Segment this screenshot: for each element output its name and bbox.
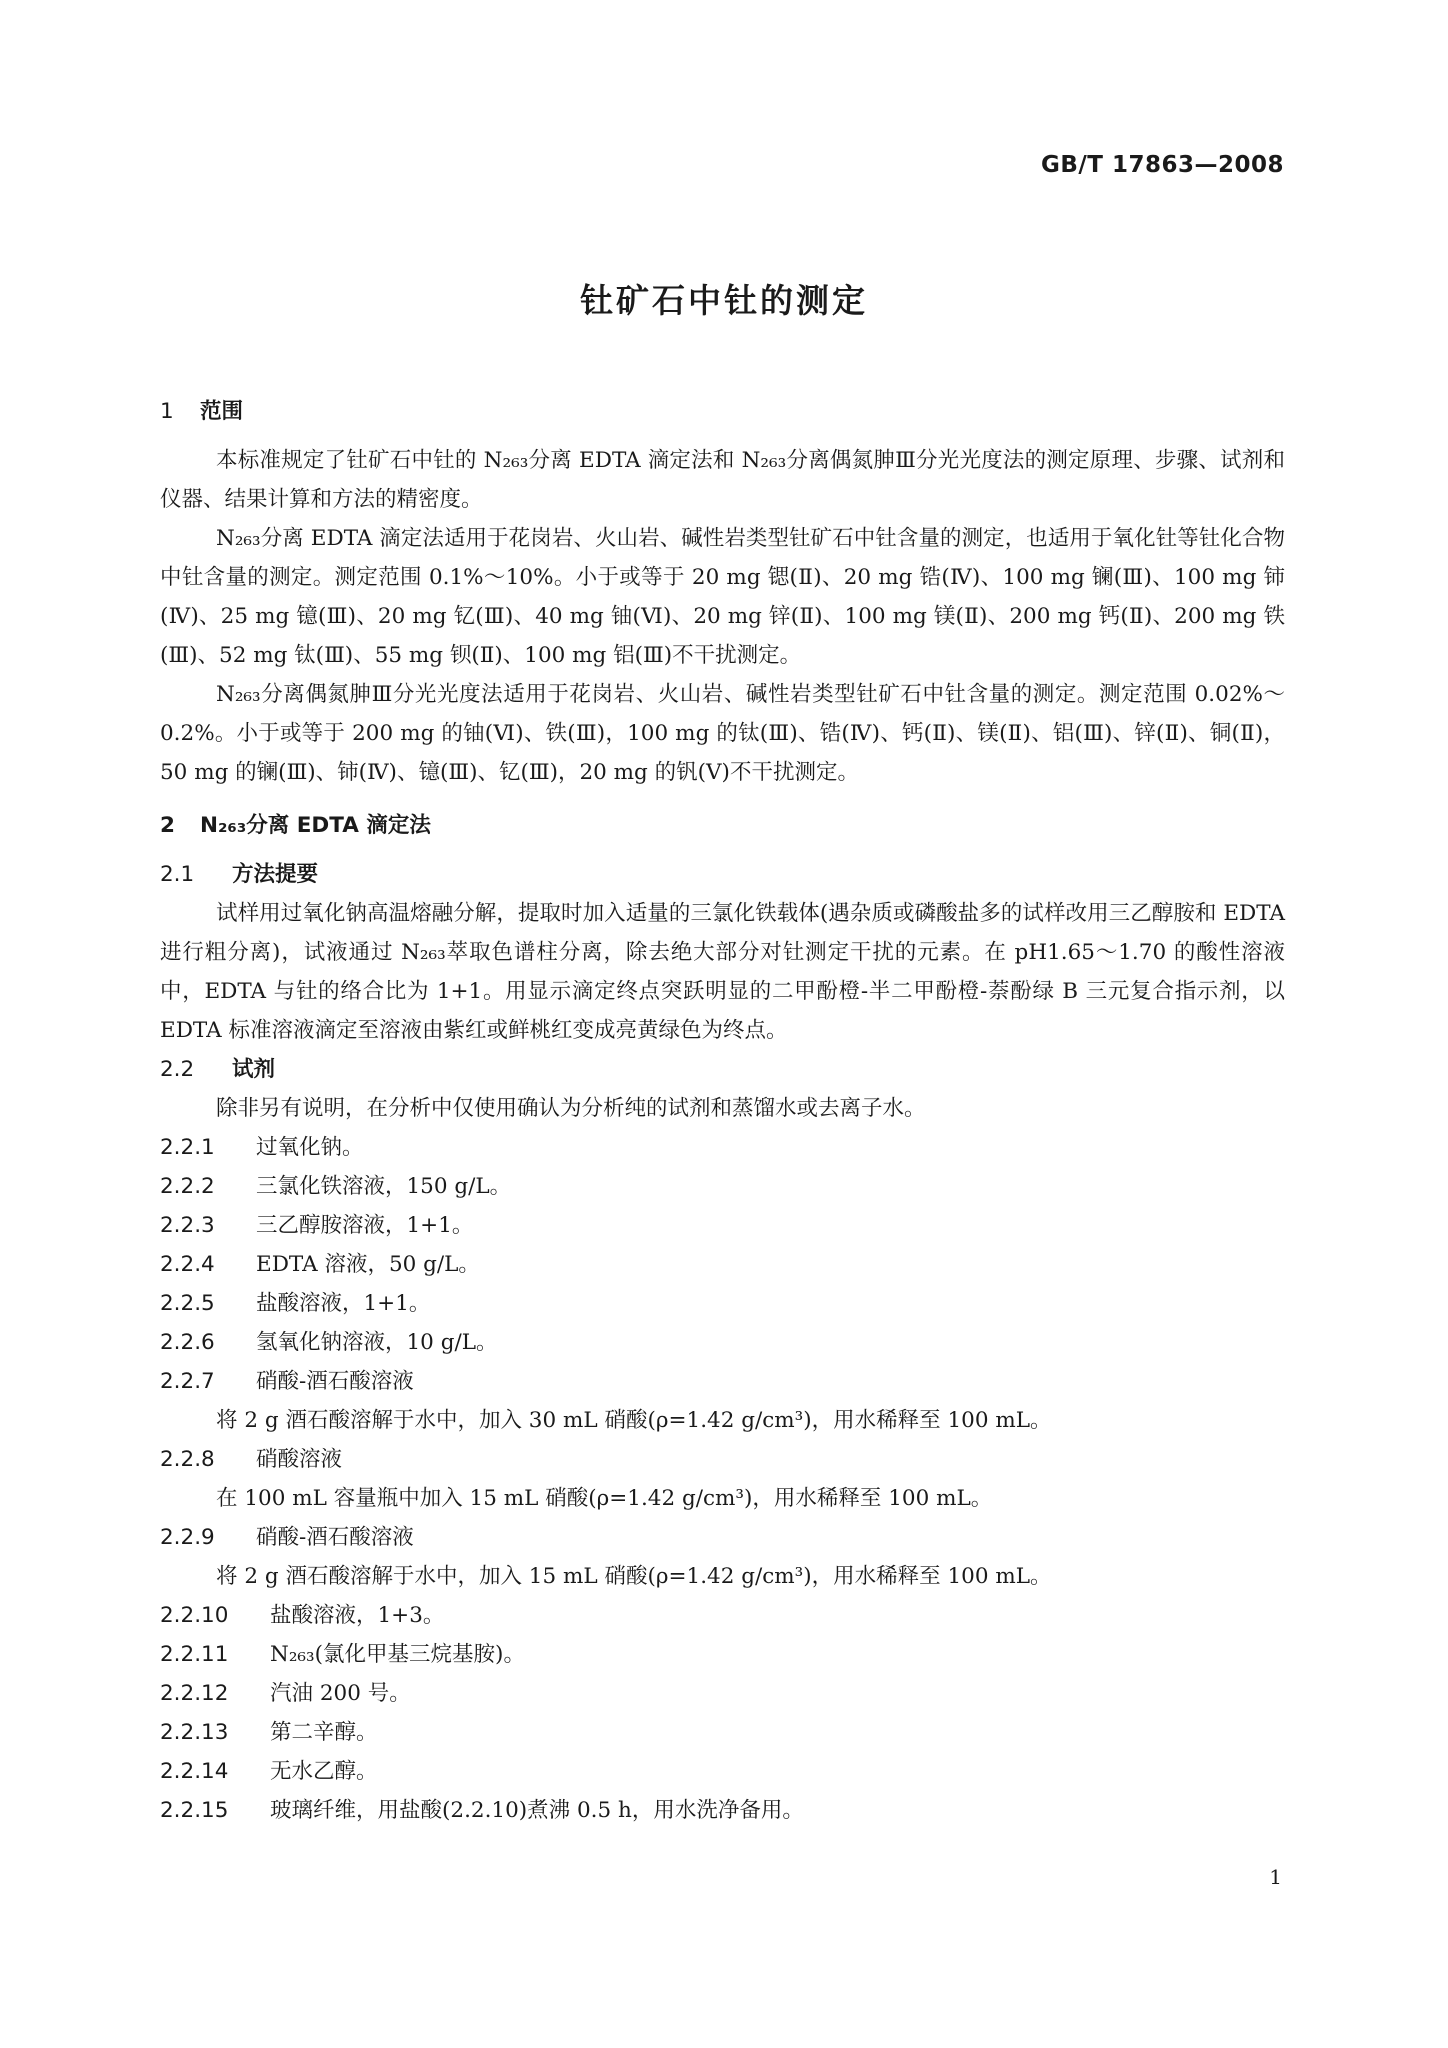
item-number: 2.2.2 xyxy=(160,1174,215,1199)
item-text: 氢氧化钠溶液，10 g/L。 xyxy=(256,1330,498,1355)
reagent-item xyxy=(160,1674,1285,1713)
item-number: 2.2.10 xyxy=(160,1603,229,1628)
item-text: 硝酸-酒石酸溶液 xyxy=(256,1525,414,1550)
scope-paragraph-1: 本标准规定了钍矿石中钍的 N₂₆₃分离 EDTA 滴定法和 N₂₆₃分离偶氮胂Ⅲ分光光度法的测定原理、步骤、试剂和仪器、结果计算和方法的精密度。 xyxy=(160,448,1285,512)
section-number: 2 xyxy=(160,813,175,838)
reagents-intro: 除非另有说明，在分析中仅使用确认为分析纯的试剂和蒸馏水或去离子水。 xyxy=(216,1096,926,1121)
item-text: 汽油 200 号。 xyxy=(270,1681,411,1706)
item-text: 盐酸溶液，1+1。 xyxy=(256,1291,431,1316)
reagent-item xyxy=(160,1128,1285,1167)
item-number: 2.2.5 xyxy=(160,1291,215,1316)
item-number: 2.2.3 xyxy=(160,1213,215,1238)
subsection-title: 方法提要 xyxy=(232,862,319,887)
item-number: 2.2.15 xyxy=(160,1798,229,1823)
reagent-list xyxy=(160,1128,1285,1830)
page-number: 1 xyxy=(1269,1865,1282,1889)
item-number: 2.2.1 xyxy=(160,1135,215,1160)
item-text: 硝酸-酒石酸溶液 xyxy=(256,1369,414,1394)
subsection-title: 试剂 xyxy=(232,1057,276,1082)
item-number: 2.2.9 xyxy=(160,1525,215,1550)
item-text: 玻璃纤维，用盐酸(2.2.10)煮沸 0.5 h，用水洗净备用。 xyxy=(270,1798,804,1823)
scope-paragraph-2: N₂₆₃分离 EDTA 滴定法适用于花岗岩、火山岩、碱性岩类型钍矿石中钍含量的测定，也适用于氧化钍等钍化合物中钍含量的测定。测定范围 0.1%～10%。小于或等于 20 mg 锶(Ⅱ)、20 mg 锆(Ⅳ)、100 mg 镧(Ⅲ)、100 mg 铈(Ⅳ)、25 mg 镱(Ⅲ)、20 mg 钇(Ⅲ)、40 mg 铀(Ⅵ)、20 mg 锌(Ⅱ)、100 mg 镁(Ⅱ)、200 mg 钙(Ⅱ)、200 mg 铁(Ⅲ)、52 mg 钛(Ⅲ)、55 mg 钡(Ⅱ)、100 mg 铝(Ⅲ)不干扰测定。 xyxy=(160,526,1285,668)
reagent-preparation: 将 2 g 酒石酸溶解于水中，加入 15 mL 硝酸(ρ=1.42 g/cm³)，用水稀释至 100 mL。 xyxy=(216,1564,1052,1589)
reagent-item xyxy=(160,1245,1285,1284)
item-number: 2.2.4 xyxy=(160,1252,215,1277)
item-text: 盐酸溶液，1+3。 xyxy=(270,1603,445,1628)
item-number: 2.2.7 xyxy=(160,1369,215,1394)
section-1-heading xyxy=(160,392,1285,431)
reagent-item xyxy=(160,1713,1285,1752)
item-number: 2.2.6 xyxy=(160,1330,215,1355)
item-text: 第二辛醇。 xyxy=(270,1720,378,1745)
item-number: 2.2.8 xyxy=(160,1447,215,1472)
item-text: N₂₆₃(氯化甲基三烷基胺)。 xyxy=(270,1642,525,1667)
subsection-number: 2.2 xyxy=(160,1057,195,1082)
method-summary-paragraph: 试样用过氧化钠高温熔融分解，提取时加入适量的三氯化铁载体(遇杂质或磷酸盐多的试样改用三乙醇胺和 EDTA 进行粗分离)，试液通过 N₂₆₃萃取色谱柱分离，除去绝大部分对钍测定干扰的元素。在 pH1.65～1.70 的酸性溶液中，EDTA 与钍的络合比为 1+1。用显示滴定终点突跃明显的二甲酚橙-半二甲酚橙-萘酚绿 B 三元复合指示剂，以 EDTA 标准溶液滴定至溶液由紫红或鲜桃红变成亮黄绿色为终点。 xyxy=(160,901,1285,1043)
section-title: 范围 xyxy=(200,399,244,424)
item-text: 三氯化铁溶液，150 g/L。 xyxy=(256,1174,512,1199)
item-number: 2.2.11 xyxy=(160,1642,229,1667)
scope-paragraph-3: N₂₆₃分离偶氮胂Ⅲ分光光度法适用于花岗岩、火山岩、碱性岩类型钍矿石中钍含量的测定。测定范围 0.02%～0.2%。小于或等于 200 mg 的铀(Ⅵ)、铁(Ⅲ)，100 mg 的钛(Ⅲ)、锆(Ⅳ)、钙(Ⅱ)、镁(Ⅱ)、铝(Ⅲ)、锌(Ⅱ)、铜(Ⅱ)，50 mg 的镧(Ⅲ)、铈(Ⅳ)、镱(Ⅲ)、钇(Ⅲ)，20 mg 的钒(Ⅴ)不干扰测定。 xyxy=(160,682,1285,785)
reagent-item xyxy=(160,1596,1285,1635)
item-text: 三乙醇胺溶液，1+1。 xyxy=(256,1213,474,1238)
item-text: EDTA 溶液，50 g/L。 xyxy=(256,1252,480,1277)
reagent-item xyxy=(160,1167,1285,1206)
document-body xyxy=(160,392,1285,1830)
reagent-item xyxy=(160,1440,1285,1479)
item-number: 2.2.14 xyxy=(160,1759,229,1784)
section-2-heading xyxy=(160,806,1285,845)
subsection-2-1-heading xyxy=(160,855,1285,894)
page-title: 钍矿石中钍的测定 xyxy=(580,281,868,320)
reagent-item xyxy=(160,1518,1285,1557)
reagent-item xyxy=(160,1635,1285,1674)
item-text: 过氧化钠。 xyxy=(256,1135,364,1160)
item-number: 2.2.12 xyxy=(160,1681,229,1706)
section-title: N₂₆₃分离 EDTA 滴定法 xyxy=(200,813,431,838)
reagent-item xyxy=(160,1791,1285,1830)
reagent-item xyxy=(160,1323,1285,1362)
reagent-item xyxy=(160,1206,1285,1245)
item-text: 无水乙醇。 xyxy=(270,1759,378,1784)
item-text: 硝酸溶液 xyxy=(256,1447,343,1472)
standard-number: GB/T 17863—2008 xyxy=(1040,152,1284,178)
item-number: 2.2.13 xyxy=(160,1720,229,1745)
reagent-item xyxy=(160,1362,1285,1401)
reagent-preparation: 将 2 g 酒石酸溶解于水中，加入 30 mL 硝酸(ρ=1.42 g/cm³)，用水稀释至 100 mL。 xyxy=(216,1408,1052,1433)
section-number: 1 xyxy=(160,399,174,424)
reagent-preparation: 在 100 mL 容量瓶中加入 15 mL 硝酸(ρ=1.42 g/cm³)，用水稀释至 100 mL。 xyxy=(216,1486,993,1511)
subsection-number: 2.1 xyxy=(160,862,195,887)
subsection-2-2-heading xyxy=(160,1050,1285,1089)
reagent-item xyxy=(160,1284,1285,1323)
reagent-item xyxy=(160,1752,1285,1791)
